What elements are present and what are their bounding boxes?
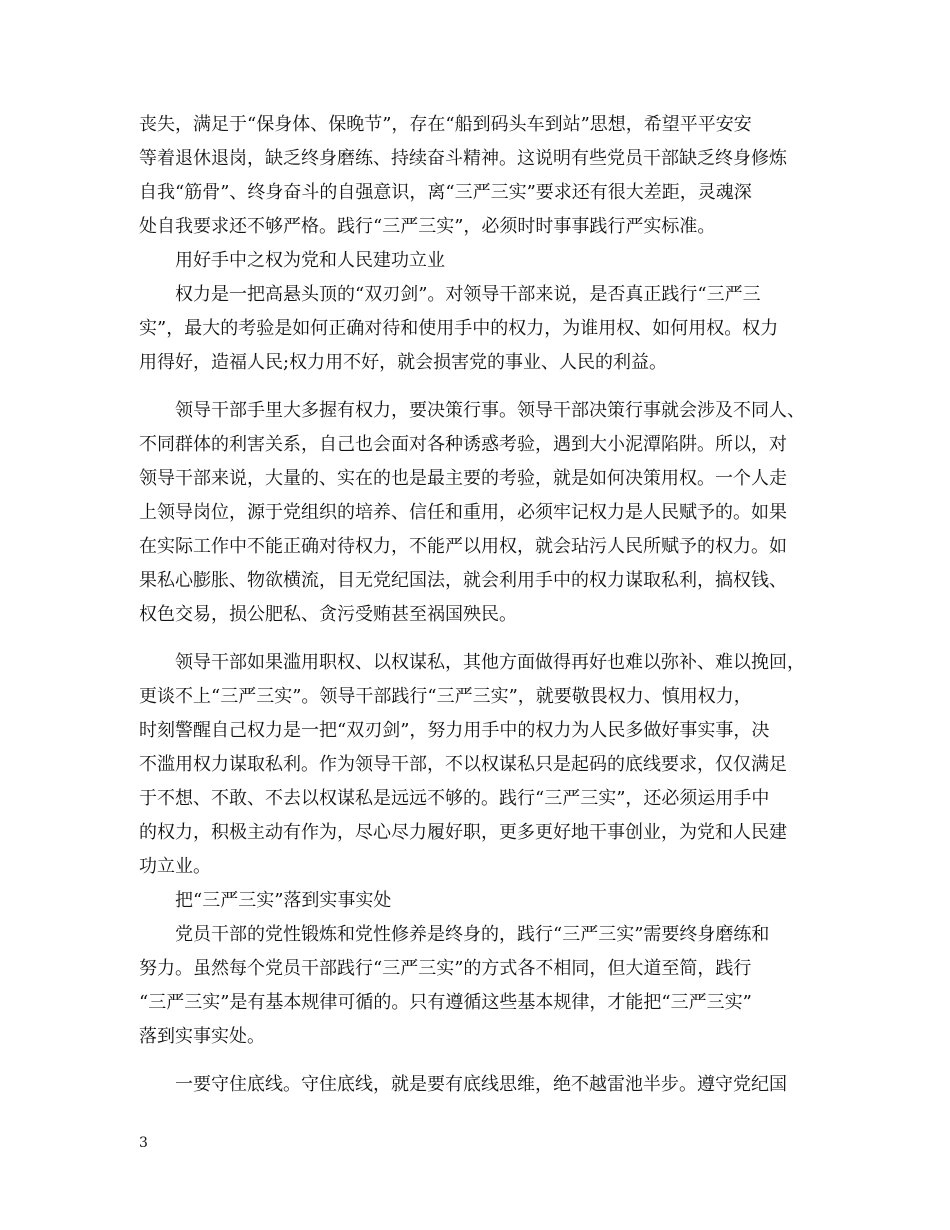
paragraph-start: 领导干部如果滥用职权、以权谋私，其他方面做得再好也难以弥补、难以挽回， — [175, 652, 805, 673]
text-line: 在实际工作中不能正确对待权力，不能严以用权，就会玷污人民所赋予的权力。如 — [139, 536, 787, 557]
text-line: 上领导岗位，源于党组织的培养、信任和重用，必须牢记权力是人民赋予的。如果 — [139, 502, 787, 523]
text-line: 时刻警醒自己权力是一把“双刃剑”，努力用手中的权力为人民多做好事实事，决 — [139, 720, 770, 741]
text-line: “三严三实”是有基本规律可循的。只有遵循这些基本规律，才能把“三严三实” — [139, 992, 752, 1013]
section-heading: 把“三严三实”落到实事实处 — [175, 890, 392, 911]
text-line: 等着退休退岗，缺乏终身磨练、持续奋斗精神。这说明有些党员干部缺乏终身修炼 — [139, 148, 787, 169]
page-number: 3 — [139, 1135, 148, 1151]
text-line: 于不想、不敢、不去以权谋私是远远不够的。践行“三严三实”，还必须运用手中 — [139, 788, 770, 809]
text-line: 果私心膨胀、物欲横流，目无党纪国法，就会利用手中的权力谋取私利，搞权钱、 — [139, 570, 787, 591]
text-line: 权色交易，损公肥私、贪污受贿甚至祸国殃民。 — [139, 604, 517, 625]
text-line: 用得好，造福人民;权力用不好，就会损害党的事业、人民的利益。 — [139, 352, 668, 373]
text-line: 丧失，满足于“保身体、保晚节”，存在“船到码头车到站”思想，希望平平安安 — [139, 114, 752, 135]
text-line: 的权力，积极主动有作为，尽心尽力履好职，更多更好地干事创业，为党和人民建 — [139, 822, 787, 843]
text-line: 努力。虽然每个党员干部践行“三严三实”的方式各不相同，但大道至简，践行 — [139, 958, 752, 979]
text-line: 落到实事实处。 — [139, 1026, 265, 1047]
text-line: 自我“筋骨”、终身奋斗的自强意识，离“三严三实”要求还有很大差距，灵魂深 — [139, 182, 752, 203]
text-line: 更谈不上“三严三实”。领导干部践行“三严三实”，就要敬畏权力、慎用权力， — [139, 686, 752, 707]
paragraph-start: 党员干部的党性锻炼和党性修养是终身的，践行“三严三实”需要终身磨练和 — [175, 924, 770, 945]
text-line: 实”，最大的考验是如何正确对待和使用手中的权力，为谁用权、如何用权。权力 — [139, 318, 779, 339]
text-line: 不滥用权力谋取私利。作为领导干部，不以权谋私只是起码的底线要求，仅仅满足 — [139, 754, 787, 775]
text-line: 不同群体的利害关系，自己也会面对各种诱惑考验，遇到大小泥潭陷阱。所以，对 — [139, 434, 787, 455]
text-line: 领导干部来说，大量的、实在的也是最主要的考验，就是如何决策用权。一个人走 — [139, 468, 787, 489]
text-line: 功立业。 — [139, 856, 211, 877]
text-line: 处自我要求还不够严格。践行“三严三实”，必须时时事事践行严实标准。 — [139, 216, 716, 237]
paragraph-start: 领导干部手里大多握有权力，要决策行事。领导干部决策行事就会涉及不同人、 — [175, 400, 805, 421]
section-heading: 用好手中之权为党和人民建功立业 — [175, 250, 445, 271]
paragraph-start: 权力是一把高悬头顶的“双刃剑”。对领导干部来说，是否真正践行“三严三 — [175, 284, 761, 305]
paragraph-start: 一要守住底线。守住底线，就是要有底线思维，绝不越雷池半步。遵守党纪国 — [175, 1074, 787, 1095]
